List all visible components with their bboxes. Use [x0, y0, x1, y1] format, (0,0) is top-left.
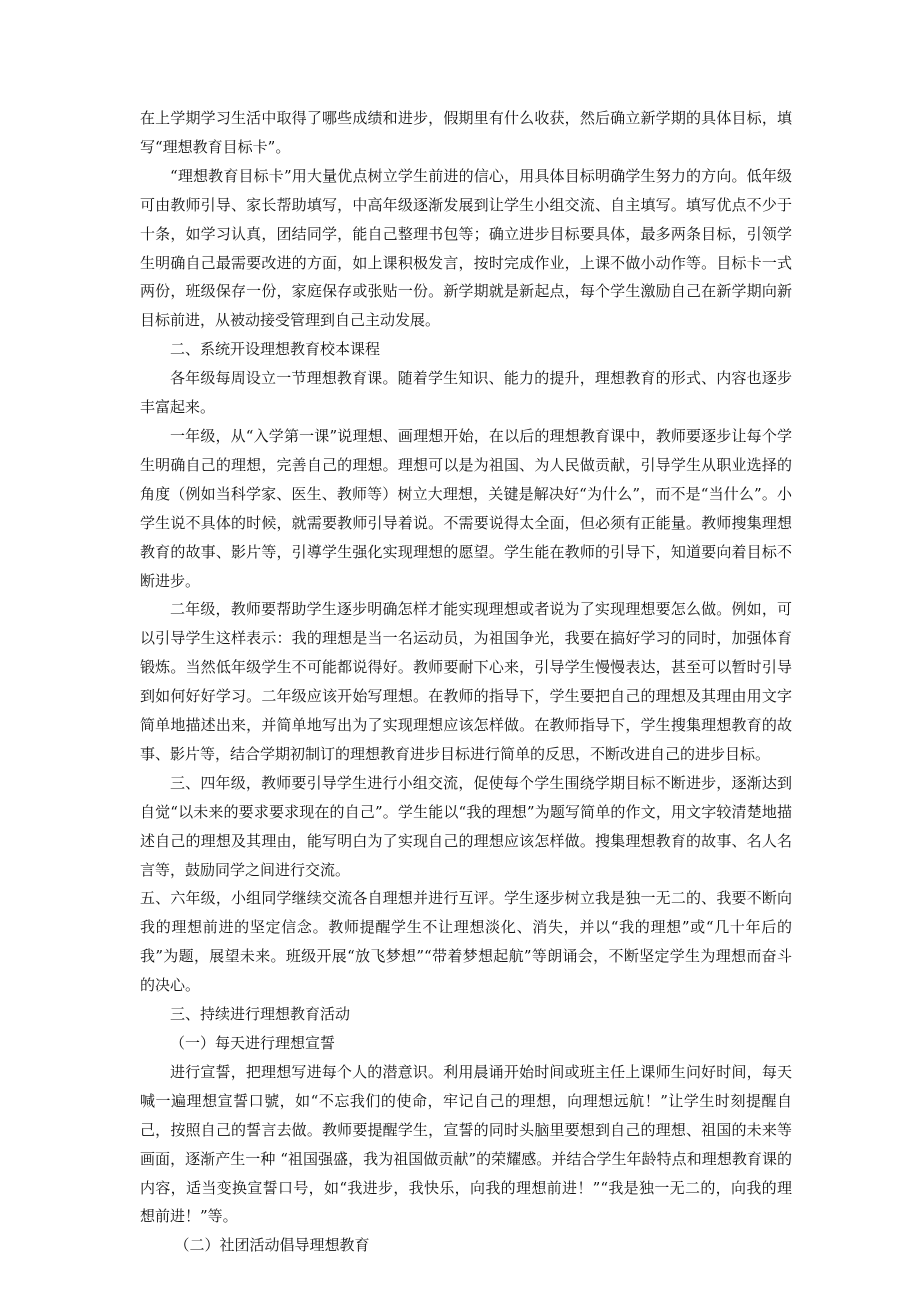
paragraph-grade-2: 二年级，教师要帮助学生逐步明确怎样才能实现理想或者说为了实现理想要怎么做。例如，可以引导学生这样表示：我的理想是当一名运动员，为祖国争光，我要在搞好学习的同时，加强体育锻炼。当然低年级学生不可能都说得好。教师要耐下心来，引导学生慢慢表达，甚至可以暂时引导到如何好好学习。二年级应该开始写理想。在教师的指导下，学生要把自己的理想及其理由用文字简单地描述出来，并简单地写出为了实现理想应该怎样做。在教师指导下，学生搜集理想教育的故事、影片等，结合学期初制订的理想教育进步目标进行简单的反思，不断改进自己的进步目标。 [140, 600, 792, 763]
paragraph-continuation: 在上学期学习生活中取得了哪些成绩和进步，假期里有什么收获，然后确立新学期的具体目标，填写“理想教育目标卡”。 [140, 109, 792, 156]
paragraph-grade-1: 一年级，从“入学第一课”说理想、画理想开始，在以后的理想教育课中，教师要逐步让每个学生明确自己的理想，完善自己的理想。理想可以是为祖国、为人民做贡献，引导学生从职业选择的角度（例如当科学家、医生、教师等）树立大理想，关键是解决好“为什么”，而不是“当什么”。小学生说不具体的时候，就需要教师引导着说。不需要说得太全面，但必须有正能量。教师搜集理想教育的故事、影片等，引導学生强化实现理想的愿望。学生能在教师的引导下，知道要向着目标不断进步。 [140, 426, 792, 590]
paragraph-grade-5-6: 五、六年级，小组同学继续交流各自理想并进行互评。学生逐步树立我是独一无二的、我要不断向我的理想前进的坚定信念。教师提醒学生不让理想淡化、消失，并以“我的理想”或“几十年后的我”为题，展望未来。班级开展“放飞梦想”“带着梦想起航”等朗诵会，不断坚定学生为理想而奋斗的决心。 [140, 889, 792, 995]
sub-heading-1: （一）每天进行理想宣誓 [170, 1034, 336, 1052]
document-page [140, 104, 792, 1260]
section-heading-3: 三、持续进行理想教育活动 [170, 1005, 351, 1024]
sub-heading-2: （二）社团活动倡导理想教育 [174, 1236, 370, 1255]
paragraph-daily-oath: 进行宣誓，把理想写进每个人的潜意识。利用晨诵开始时间或班主任上课师生问好时间，每天喊一遍理想宣誓口號，如“不忘我们的使命，牢记自己的理想，向理想远航！”让学生时刻提醒自己，按照自己的誓言去做。教师要提醒学生，宣誓的同时头脑里要想到自己的理想、祖国的未来等画面，逐渐产生一种 “祖国强盛，我为祖国做贡献”的荣耀感。并结合学生年龄特点和理想教育课的内容，适当变换宣誓口号，如“我进步，我快乐，向我的理想前进！”“我是独一无二的，向我的理想前进！”等。 [140, 1062, 792, 1226]
paragraph-weekly-course: 各年级每周设立一节理想教育课。随着学生知识、能力的提升，理想教育的形式、内容也逐步丰富起来。 [140, 369, 792, 417]
paragraph-goal-card: “理想教育目标卡”用大量优点树立学生前进的信心，用具体目标明确学生努力的方向。低年级可由教师引导、家长帮助填写，中高年级逐渐发展到让学生小组交流、自主填写。填写优点不少于十条，如学习认真，团结同学，能自己整理书包等；确立进步目标要具体，最多两条目标，引领学生明确自己最需要改进的方面，如上课积极发言，按时完成作业，上课不做小动作等。目标卡一式两份，班级保存一份，家庭保存或张贴一份。新学期就是新起点，每个学生激励自己在新学期向新目标前进，从被动接受管理到自己主动发展。 [140, 166, 792, 330]
paragraph-grade-3-4: 三、四年级，教师要引导学生进行小组交流，促使每个学生围绕学期目标不断进步，逐渐达到自觉“以未来的要求要求现在的自己”。学生能以“我的理想”为题写简单的作文，用文字较清楚地描述自己的理想及其理由，能写明白为了实现自己的理想应该怎样做。搜集理想教育的故事、名人名言等，鼓励同学之间进行交流。 [140, 773, 792, 879]
section-heading-2: 二、系统开设理想教育校本课程 [170, 340, 381, 359]
